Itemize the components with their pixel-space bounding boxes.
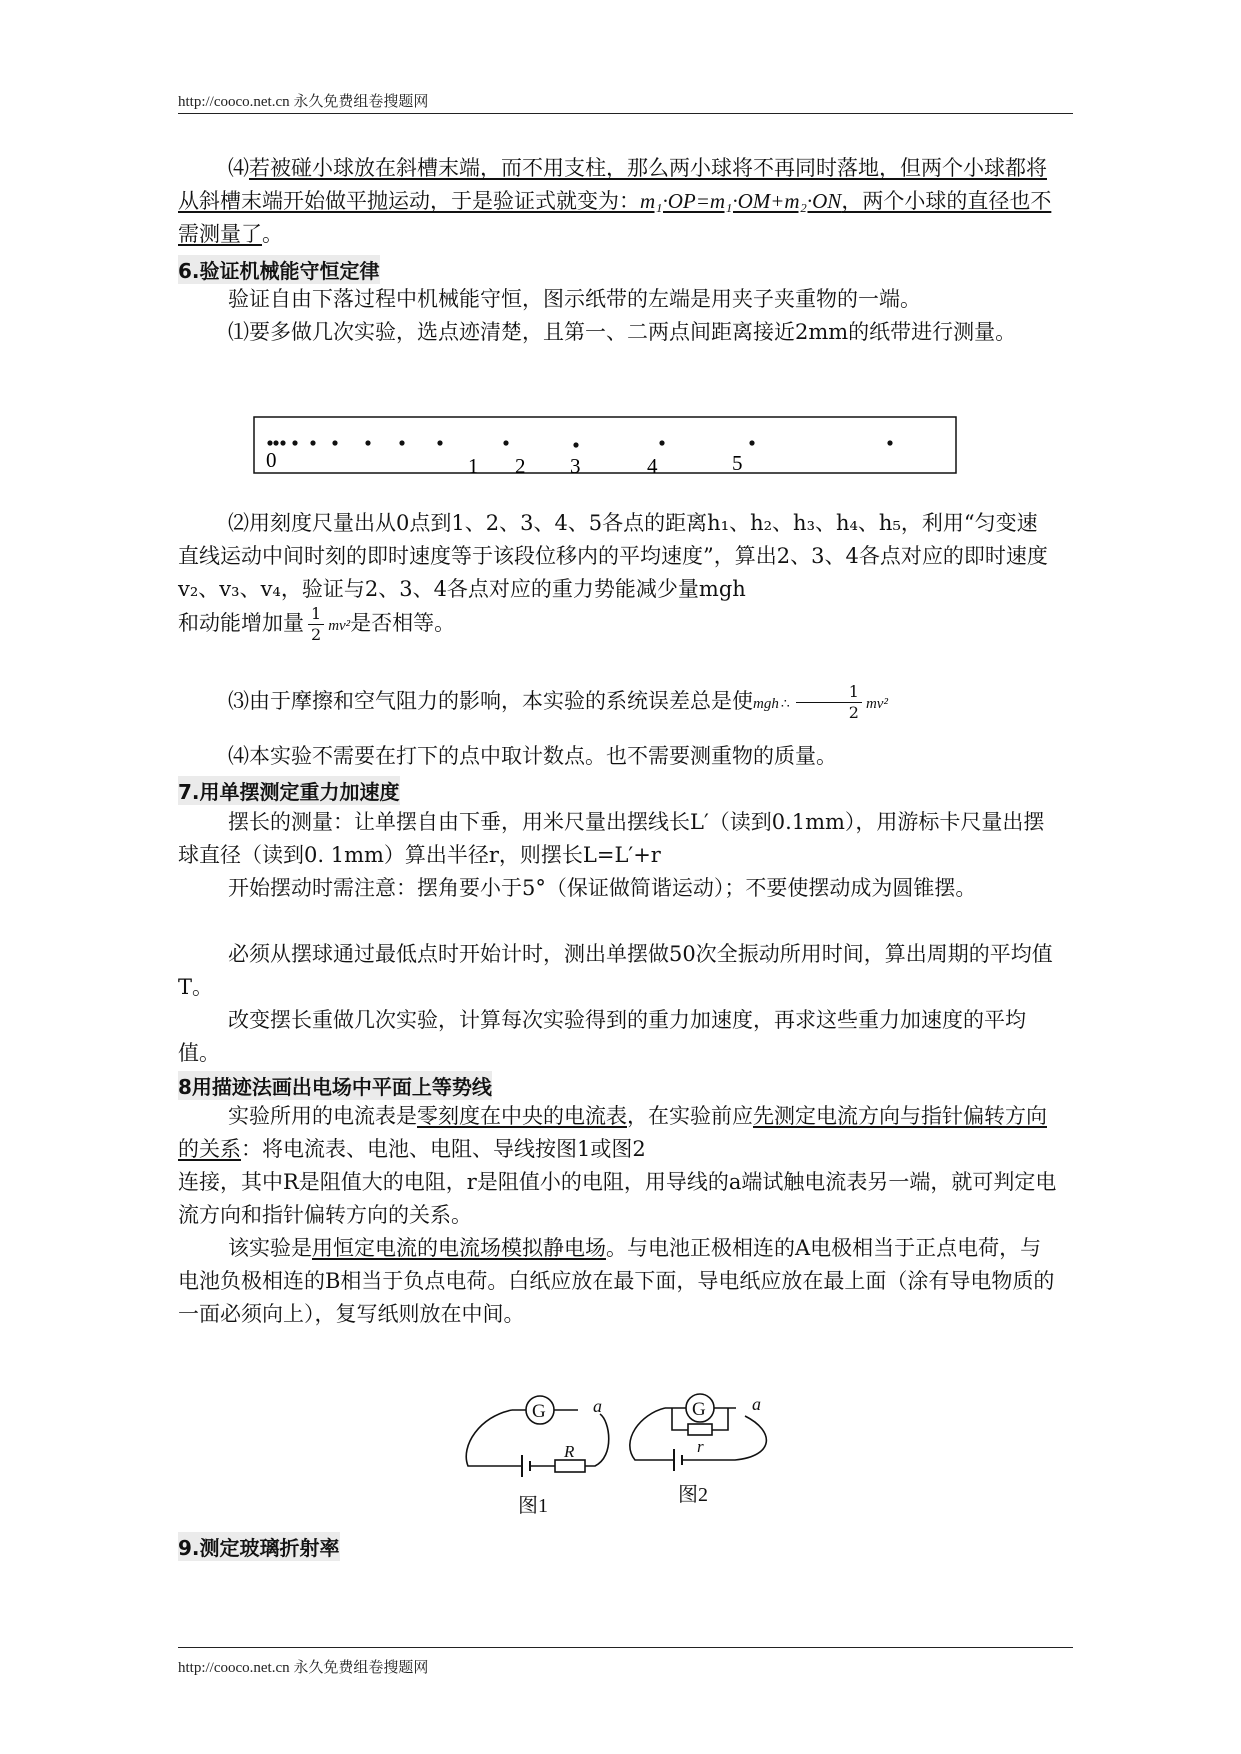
paragraph-item-4b: ⑷本实验不需要在打下的点中取计数点。也不需要测重物的质量。 [228, 744, 837, 768]
tape-label-1: 1 [468, 454, 479, 478]
terminal-label: a [752, 1394, 761, 1414]
tape-label-5: 5 [732, 451, 743, 475]
tape-dots [267, 440, 892, 447]
paragraph-pendulum-timing: 必须从摆球通过最低点时开始计时，测出单摆做50次全振动所用时间，算出周期的平均值T。 [178, 942, 1053, 999]
kinetic-energy-term: mv² [328, 618, 351, 634]
paragraph-pendulum-repeat: 改变摆长重做几次实验，计算每次实验得到的重力加速度，再求这些重力加速度的平均值。 [178, 1008, 1026, 1065]
paragraph-item-4 [178, 152, 1058, 251]
circuit-figures [460, 1386, 790, 1516]
resistor-label: r [697, 1437, 704, 1456]
figure-caption: 图1 [518, 1495, 548, 1516]
paragraph-simulation [178, 1232, 1058, 1331]
text-segment: ：将电流表、电池、电阻、导线按图1或图2 [241, 1137, 646, 1161]
potential-energy-term: mgh [753, 696, 779, 712]
text-segment: 该实验是 [228, 1236, 312, 1260]
figure-caption: 图2 [678, 1484, 708, 1506]
wire [630, 1408, 674, 1460]
tape-outline [254, 417, 956, 473]
terminal-label: a [593, 1396, 602, 1416]
resistor-icon [688, 1424, 712, 1435]
text-segment: ，在实验前应 [627, 1104, 753, 1128]
paragraph-pendulum-angle: 开始摆动时需注意：摆角要小于5°（保证做简谐运动）；不要使摆动成为圆锥摆。 [228, 876, 977, 900]
battery-icon [522, 1455, 530, 1477]
underlined-text: 若被碰小球放在斜槽末端，而不用支柱，那么两小球将不再同时落地，但两个小球都将从斜槽末端开始做平抛运动，于是验证式就变为： [178, 156, 1047, 213]
text-segment: 。与电池正极相连的A电极相当于正点电荷，与电池负极相连的B相当于负点电荷。白纸应放在最下面，导电纸应放在最上面（涂有导电物质的一面必须向上），复写纸则放在中间。 [178, 1236, 1055, 1326]
underlined-text: 零刻度在中央的电流表 [417, 1104, 627, 1128]
header-rule [178, 113, 1073, 114]
footer-rule [178, 1647, 1073, 1648]
text-segment: 是否相等。 [350, 611, 456, 635]
resistor-label: R [564, 1442, 575, 1461]
text-segment: ⑶由于摩擦和空气阻力的影响，本实验的系统误差总是使 [228, 689, 753, 713]
greater-than-symbol: ∴ [780, 696, 790, 712]
paragraph-connection: 连接，其中R是阻值大的电阻，r是阻值小的电阻，用导线的a端试触电流表另一端，就可判定电流方向和指针偏转方向的关系。 [178, 1170, 1057, 1227]
fraction-one-half [796, 682, 862, 723]
section-heading-6: 6.验证机械能守恒定律 [178, 255, 380, 284]
tape-label-3: 3 [570, 454, 581, 478]
fraction-one-half [308, 604, 324, 645]
paragraph-item-1: ⑴要多做几次实验，选点迹清楚，且第一、二两点间距离接近2mm的纸带进行测量。 [228, 320, 1017, 344]
paragraph-item-3 [178, 682, 1058, 723]
paragraph-item-2: ⑵用刻度尺量出从0点到1、2、3、4、5各点的距离h₁、h₂、h₃、h₄、h₅，利用“匀变速直线运动中间时刻的即时速度等于该段位移内的平均速度”，算出2、3、4各点对应的即时速度v₂、v₃、v₄，验证与2、3、4各点对应的重力势能减少量mgh [178, 511, 1048, 601]
tape-label-4: 4 [647, 454, 658, 478]
circuit-figure-1 [466, 1396, 609, 1516]
fraction-numerator: 1 [796, 682, 862, 703]
underlined-text: 用恒定电流的电流场模拟静电场 [312, 1236, 606, 1260]
section-heading-9: 9.测定玻璃折射率 [178, 1532, 340, 1561]
fraction-denominator: 2 [311, 625, 322, 644]
page-header: http://cooco.net.cn 永久免费组卷搜题网 [178, 94, 429, 110]
paragraph-ammeter [178, 1100, 1058, 1166]
text-segment: 和动能增加量 [178, 611, 304, 635]
meter-label: G [532, 1401, 546, 1422]
wire [682, 1416, 766, 1460]
underlined-text: ，两个小球的直径也不需测量了 [178, 189, 1052, 246]
fraction-numerator: 1 [308, 604, 324, 625]
resistor-icon [555, 1460, 585, 1472]
momentum-formula: m₁·OP=m₁·OM+m₂·ON [640, 189, 842, 213]
item-number: ⑷ [228, 156, 249, 180]
punctuation: 。 [262, 222, 283, 246]
section-heading-7: 7.用单摆测定重力加速度 [178, 776, 400, 805]
page-footer: http://cooco.net.cn 永久免费组卷搜题网 [178, 1660, 429, 1676]
circuit-figure-2 [630, 1394, 767, 1506]
text-segment: 实验所用的电流表是 [228, 1104, 417, 1128]
battery-icon [674, 1449, 682, 1471]
tape-label-2: 2 [515, 454, 526, 478]
wire [466, 1410, 522, 1466]
underlined-text: 先测定电流方向与指针偏转方向的关系 [178, 1104, 1047, 1161]
kinetic-energy-term: mv² [865, 696, 888, 712]
tape-label-0: 0 [266, 448, 277, 472]
wire [585, 1414, 609, 1466]
paragraph-item-2-end [178, 604, 1058, 645]
section-heading-8: 8用描迹法画出电场中平面上等势线 [178, 1071, 492, 1100]
ticker-tape-figure [250, 414, 960, 480]
paragraph-intro: 验证自由下落过程中机械能守恒，图示纸带的左端是用夹子夹重物的一端。 [228, 287, 921, 311]
meter-label: G [692, 1399, 706, 1420]
fraction-denominator: 2 [848, 703, 859, 722]
paragraph-pendulum-length: 摆长的测量：让单摆自由下垂，用米尺量出摆线长L′（读到0.1mm），用游标卡尺量出摆球直径（读到0. 1mm）算出半径r，则摆长L=L′+r [178, 810, 1045, 867]
